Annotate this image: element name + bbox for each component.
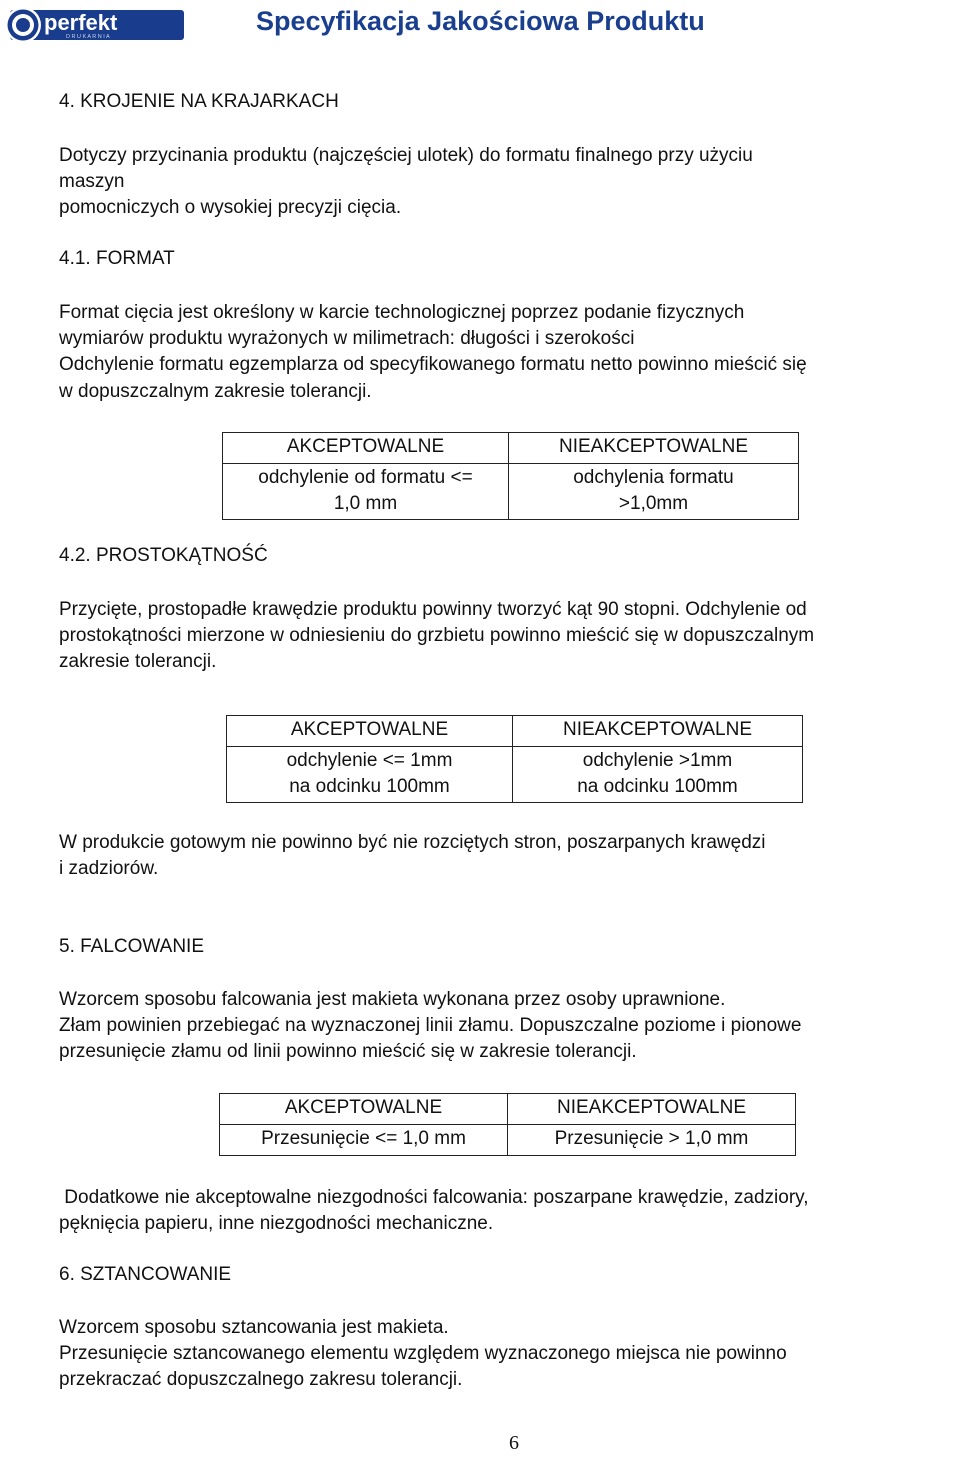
section-5-text [59,987,959,1066]
paragraph-line: Wzorcem sposobu sztancowania jest makieta. [59,1317,449,1338]
paragraph-line: Złam powinien przebiegać na wyznaczonej linii złamu. Dopuszczalne poziome i pionowe [59,1015,802,1037]
section-4-1-heading: 4.1. FORMAT [59,248,175,269]
paragraph-line: wymiarów produktu wyrażonych w milimetrach: długości i szerokości [59,328,635,350]
intro-line: Dotyczy przycinania produktu (najczęściej ulotek) do formatu finalnego przy użyciu [59,145,753,166]
unacceptable-header: NIEAKCEPTOWALNE [513,716,803,747]
unacceptable-value: Przesunięcie > 1,0 mm [508,1125,796,1156]
folding-tolerance-table [219,1093,796,1156]
paragraph-line: Przesunięcie sztancowanego elementu względem wyznaczonego miejsca nie powinno [59,1343,787,1365]
paragraph-line: przesunięcie złamu od linii powinno mieścić się w zakresie tolerancji. [59,1041,637,1063]
section-4-2-heading: 4.2. PROSTOKĄTNOŚĆ [59,545,268,566]
section-5-note [59,1185,959,1237]
page-number: 6 [509,1432,519,1454]
paragraph-line: pęknięcia papieru, inne niezgodności mechaniczne. [59,1213,494,1235]
logo-subtext: D R U K A R N I A [66,34,110,40]
paragraph-line: zakresie tolerancji. [59,651,217,673]
intro-line: maszyn [59,171,125,193]
unacceptable-header: NIEAKCEPTOWALNE [508,1094,796,1125]
perfekt-logo [4,6,188,52]
unacceptable-value: odchylenia formatu >1,0mm [509,464,799,520]
paragraph-line: Wzorcem sposobu falcowania jest makieta wykonana przez osoby uprawnione. [59,989,726,1010]
paragraph-line: w dopuszczalnym zakresie tolerancji. [59,380,372,402]
paragraph-line: Przycięte, prostopadłe krawędzie produktu powinny tworzyć kąt 90 stopni. Odchylenie od [59,599,807,620]
section-4-intro [59,143,959,222]
section-4-1-text [59,300,959,405]
paragraph-line: Dodatkowe nie akceptowalne niezgodności falcowania: poszarpane krawędzie, zadziory, [59,1187,809,1208]
rectangularity-tolerance-table [226,715,803,803]
acceptable-value: odchylenie <= 1mm na odcinku 100mm [227,747,513,803]
intro-line: pomocniczych o wysokiej precyzji cięcia. [59,197,402,219]
section-5-heading: 5. FALCOWANIE [59,936,204,957]
acceptable-value: odchylenie od formatu <= 1,0 mm [223,464,509,520]
section-4-2-note [59,830,959,882]
paragraph-line: i zadziorów. [59,858,159,880]
paragraph-line: W produkcie gotowym nie powinno być nie rozciętych stron, poszarpanych krawędzi [59,832,766,853]
logo-wordmark: perfekt [44,10,118,35]
section-4-heading: 4. KROJENIE NA KRAJARKACH [59,91,339,112]
section-6-text [59,1315,959,1394]
paragraph-line: prostokątności mierzone w odniesieniu do grzbietu powinno mieścić się w dopuszczalnym [59,625,815,647]
paragraph-line: Format cięcia jest określony w karcie technologicznej poprzez podanie fizycznych [59,302,745,323]
document-title: Specyfikacja Jakościowa Produktu [256,6,705,36]
acceptable-value: Przesunięcie <= 1,0 mm [220,1125,508,1156]
paragraph-line: przekraczać dopuszczalnego zakresu tolerancji. [59,1369,463,1391]
acceptable-header: AKCEPTOWALNE [227,716,513,747]
unacceptable-header: NIEAKCEPTOWALNE [509,433,799,464]
section-6-heading: 6. SZTANCOWANIE [59,1264,232,1285]
acceptable-header: AKCEPTOWALNE [220,1094,508,1125]
acceptable-header: AKCEPTOWALNE [223,433,509,464]
paragraph-line: Odchylenie formatu egzemplarza od specyfikowanego formatu netto powinno mieścić się [59,354,807,376]
section-4-2-text [59,597,959,676]
unacceptable-value: odchylenie >1mm na odcinku 100mm [513,747,803,803]
page-header [0,0,960,52]
format-tolerance-table [222,432,799,520]
